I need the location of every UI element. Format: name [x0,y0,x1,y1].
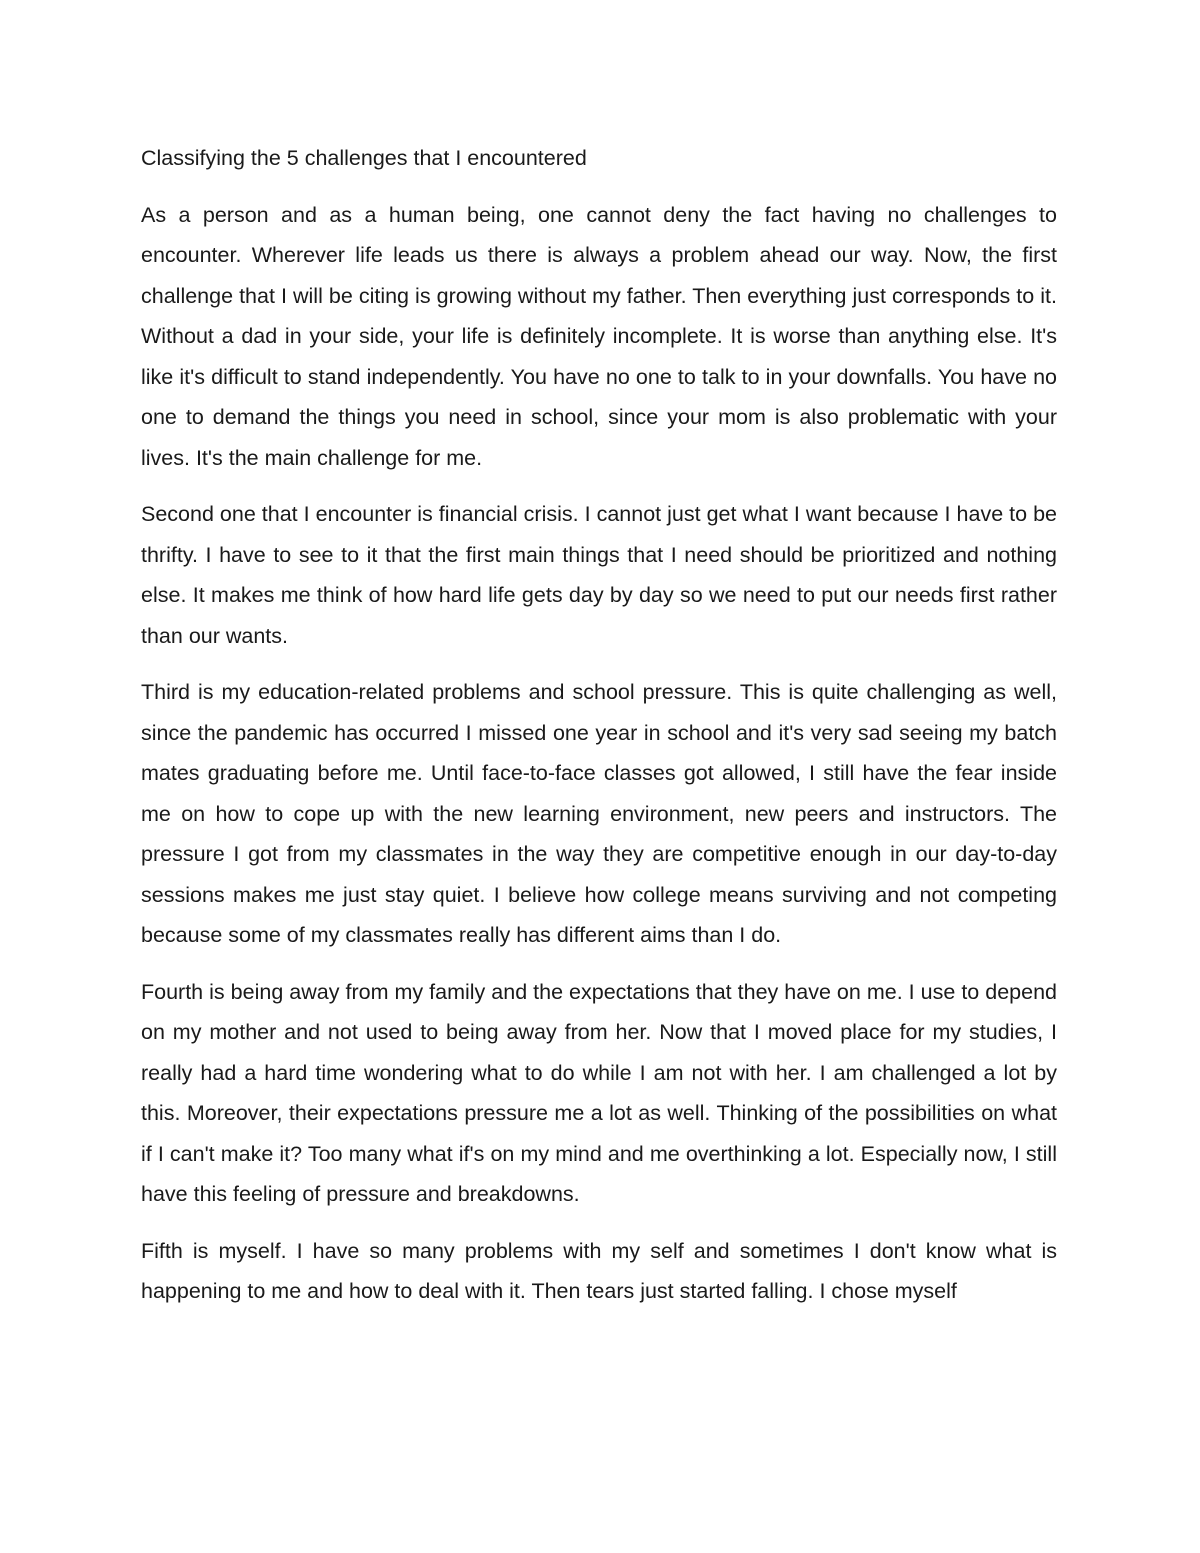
paragraph-5: Fifth is myself. I have so many problems with my self and sometimes I don't know what is happening to me and how to deal with it. Then tears just started falling. I chose myself [141,1238,1057,1303]
paragraph-4: Fourth is being away from my family and the expectations that they have on me. I use to depend on my mother and not used to being away from her. Now that I moved place for my studies, I really had a hard time wondering what to do while I am not with her. I am challenged a lot by this. Moreover, their expectations pressure me a lot as well. Thinking of the possibilities on what if I can't make it? Too many what if's on my mind and me overthinking a lot. Especially now, I still have this feeling of pressure and breakdowns. [141,979,1057,1206]
document-title: Classifying the 5 challenges that I encountered [141,146,587,170]
paragraph-3: Third is my education-related problems and school pressure. This is quite challenging as well, since the pandemic has occurred I missed one year in school and it's very sad seeing my batch mates graduating before me. Until face-to-face classes got allowed, I still have the fear inside me on how to cope up with the new learning environment, new peers and instructors. The pressure I got from my classmates in the way they are competitive enough in our day-to-day sessions makes me just stay quiet. I believe how college means surviving and not competing because some of my classmates really has different aims than I do. [141,680,1057,947]
document-body [141,138,1057,1328]
paragraph-1: As a person and as a human being, one cannot deny the fact having no challenges to encounter. Wherever life leads us there is always a problem ahead our way. Now, the first challenge that I will be citing is growing without my father. Then everything just corresponds to it. Without a dad in your side, your life is definitely incomplete. It is worse than anything else. It's like it's difficult to stand independently. You have no one to talk to in your downfalls. You have no one to demand the things you need in school, since your mom is also problematic with your lives. It's the main challenge for me. [141,202,1057,470]
paragraph-2: Second one that I encounter is financial crisis. I cannot just get what I want because I have to be thrifty. I have to see to it that the first main things that I need should be prioritized and nothing else. It makes me think of how hard life gets day by day so we need to put our needs first rather than our wants. [141,502,1057,648]
